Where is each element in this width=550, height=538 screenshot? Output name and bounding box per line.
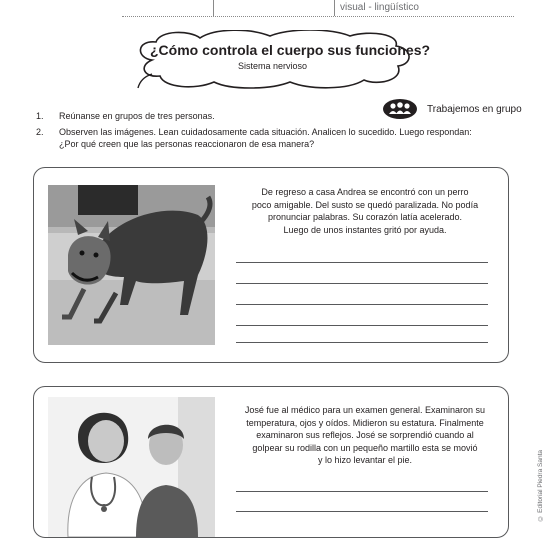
situation-line: José fue al médico para un examen general. Examinaron su	[244, 405, 486, 415]
situation-line: examinaron sus reflejos. José se sorprendió cuando al	[256, 430, 474, 440]
instruction-number: 2.	[36, 127, 44, 137]
group-work-label: Trabajemos en grupo	[427, 104, 522, 115]
situation-line: golpear su rodilla con un pequeño martillo esta se movió	[252, 442, 478, 453]
header-dotted-rule	[122, 16, 514, 17]
aggressive-dog-illustration	[48, 185, 215, 345]
situation-box-2	[33, 386, 509, 538]
situation-line: pronunciar palabras. Su corazón latía acelerado.	[267, 212, 463, 222]
answer-line[interactable]	[236, 491, 488, 492]
answer-line[interactable]	[236, 342, 488, 343]
situation-text	[230, 404, 500, 467]
answer-line[interactable]	[236, 262, 488, 263]
situation-line: temperatura, ojos y oídos. Midieron su estatura. Finalmente	[246, 417, 484, 428]
page-subtitle: Sistema nervioso	[237, 61, 308, 71]
situation-line: poco amigable. Del susto se quedó paralizada. No podía	[251, 199, 479, 210]
situation-line: Luego de unos instantes gritó por ayuda.	[283, 224, 447, 235]
group-people-icon	[382, 98, 418, 120]
situation-line: y lo hizo levantar el pie.	[317, 455, 413, 465]
publisher-credit: © Editorial Piedra Santa	[537, 450, 544, 522]
header-divider	[334, 0, 335, 16]
answer-line[interactable]	[236, 511, 488, 512]
answer-line[interactable]	[236, 283, 488, 284]
answer-line[interactable]	[236, 325, 488, 326]
situation-box-1	[33, 167, 509, 363]
situation-line: De regreso a casa Andrea se encontró con un perro	[261, 187, 469, 197]
situation-text	[232, 186, 498, 236]
title-cloud-shape	[130, 30, 431, 90]
answer-line[interactable]	[236, 304, 488, 305]
page-title: ¿Cómo controla el cuerpo sus funciones?	[150, 42, 431, 58]
header-divider	[213, 0, 214, 16]
doctor-child-photo	[48, 397, 215, 537]
aggressive-dog-photo	[48, 185, 215, 345]
intelligence-tag: visual - lingüístico	[340, 2, 419, 13]
instruction-number: 1.	[36, 111, 44, 121]
doctor-child-illustration	[48, 397, 215, 537]
instruction-text: Observen las imágenes. Lean cuidadosamente cada situación. Analicen lo sucedido. Luego respondan:	[59, 127, 472, 137]
instruction-text: ¿Por qué creen que las personas reaccionaron de esa manera?	[59, 139, 315, 149]
instruction-text: Reúnanse en grupos de tres personas.	[59, 111, 215, 121]
